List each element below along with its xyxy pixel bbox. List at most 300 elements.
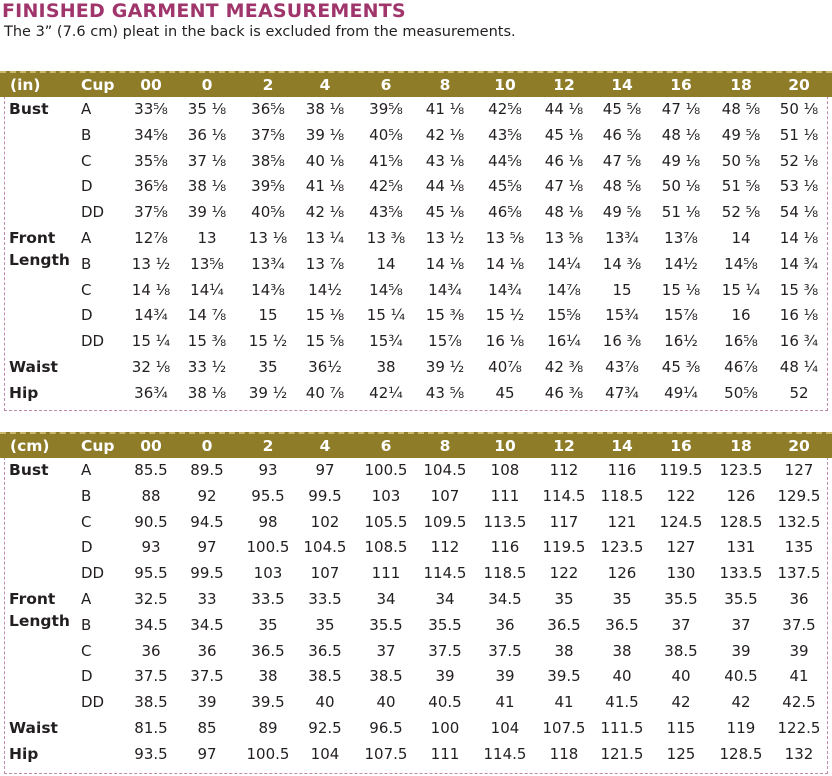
measurement-cell: 38 ⅛ [187, 177, 227, 196]
measurement-cell: 13 ⅝ [485, 229, 525, 247]
measurement-cell: 92 [197, 486, 217, 505]
cup-cell: C [81, 151, 92, 170]
measurement-cell: 39 ½ [425, 358, 465, 376]
measurement-cell: 14½ [308, 280, 342, 299]
measurement-cell: 15 ¼ [131, 332, 171, 351]
centimeters-table [0, 432, 832, 774]
measurement-cell: 48 ⅛ [661, 125, 701, 144]
measurement-cell: 14 ¾ [779, 254, 819, 273]
measurement-cell: 15 ½ [485, 306, 525, 325]
measurement-cell: 37.5 [428, 641, 462, 660]
row-label: Bust [9, 100, 49, 118]
row-label: Front [9, 590, 56, 608]
measurement-cell: 81.5 [134, 719, 168, 737]
measurement-cell: 50⅝ [724, 383, 758, 402]
measurement-cell: 15 ¼ [366, 306, 406, 325]
measurement-cell: 14½ [664, 254, 698, 273]
measurement-cell: 95.5 [251, 486, 285, 505]
measurement-cell: 12⅞ [134, 229, 168, 247]
measurement-cell: 15¾ [369, 332, 403, 351]
measurement-cell: 111 [371, 564, 401, 583]
measurement-cell: 36⅝ [134, 177, 168, 196]
size-header: 20 [788, 76, 810, 94]
size-header: 4 [319, 76, 331, 94]
measurement-cell: 127 [666, 538, 696, 557]
measurement-cell: 35 [554, 590, 574, 608]
measurement-cell: 50 ⅛ [779, 100, 819, 118]
measurement-cell: 35.5 [369, 615, 403, 634]
measurement-cell: 15 ⅜ [187, 332, 227, 351]
measurement-cell: 41 ⅛ [425, 100, 465, 118]
measurement-cell: 41 [554, 693, 574, 712]
measurement-cell: 135 [784, 538, 814, 557]
measurement-cell: 43⅝ [488, 125, 522, 144]
size-header: 14 [611, 76, 633, 94]
measurement-cell: 46⅝ [488, 203, 522, 222]
measurement-cell: 95.5 [134, 564, 168, 583]
measurement-cell: 96.5 [369, 719, 403, 737]
size-header: 18 [730, 76, 752, 94]
cup-cell: B [81, 486, 92, 505]
measurement-cell: 37 ⅛ [187, 151, 227, 170]
measurement-cell: 14¾ [134, 306, 168, 325]
measurement-cell: 52 [789, 383, 809, 402]
size-header: 0 [201, 437, 213, 455]
measurement-cell: 13¾ [251, 254, 285, 273]
measurement-cell: 108.5 [364, 538, 408, 557]
measurement-cell: 51 ⅝ [721, 177, 761, 196]
measurement-cell: 13⅞ [664, 229, 698, 247]
measurement-cell: 14⅝ [724, 254, 758, 273]
measurement-cell: 132.5 [777, 512, 821, 531]
measurement-cell: 121 [607, 512, 637, 531]
measurement-cell: 42 ⅜ [544, 358, 584, 376]
measurement-cell: 34.5 [134, 615, 168, 634]
measurement-cell: 37⅝ [134, 203, 168, 222]
measurement-cell: 116 [490, 538, 520, 557]
row-label: Hip [9, 383, 39, 402]
size-header: 16 [670, 437, 692, 455]
measurement-cell: 40.5 [428, 693, 462, 712]
measurement-cell: 107.5 [542, 719, 586, 737]
measurement-cell: 14¾ [488, 280, 522, 299]
cup-cell: DD [81, 564, 105, 583]
measurement-cell: 90.5 [134, 512, 168, 531]
measurement-cell: 131 [726, 538, 756, 557]
measurement-cell: 119.5 [659, 461, 703, 479]
measurement-cell: 38.5 [134, 693, 168, 712]
measurement-cell: 102 [310, 512, 340, 531]
measurement-cell: 46 ⅝ [602, 125, 642, 144]
measurement-cell: 39 ⅛ [305, 125, 345, 144]
measurement-cell: 37.5 [488, 641, 522, 660]
measurement-cell: 49 ⅛ [661, 151, 701, 170]
measurement-cell: 16 ⅛ [485, 332, 525, 351]
measurement-cell: 16 ¾ [779, 332, 819, 351]
measurement-cell: 13 ¼ [305, 229, 345, 247]
measurement-cell: 39 [495, 667, 515, 686]
measurement-cell: 97 [197, 744, 217, 763]
measurement-cell: 38 [612, 641, 632, 660]
measurement-cell: 41 [495, 693, 515, 712]
size-header: 4 [319, 437, 331, 455]
measurement-cell: 51 ⅛ [779, 125, 819, 144]
size-header: 18 [730, 437, 752, 455]
measurement-cell: 37 [671, 615, 691, 634]
measurement-cell: 116 [607, 461, 637, 479]
measurement-cell: 85 [197, 719, 217, 737]
row-label: Bust [9, 461, 49, 479]
measurement-cell: 15⅞ [664, 306, 698, 325]
size-header: 14 [611, 437, 633, 455]
measurement-cell: 46 ⅛ [544, 151, 584, 170]
measurement-cell: 49¼ [664, 383, 698, 402]
measurement-cell: 42⅝ [369, 177, 403, 196]
measurement-cell: 113.5 [483, 512, 527, 531]
measurement-cell: 35.5 [428, 615, 462, 634]
measurement-cell: 14 ⅞ [187, 306, 227, 325]
size-header: 2 [262, 76, 274, 94]
measurement-cell: 39.5 [251, 693, 285, 712]
measurement-cell: 39⅝ [251, 177, 285, 196]
measurement-cell: 39⅝ [369, 100, 403, 118]
measurement-cell: 119.5 [542, 538, 586, 557]
measurement-cell: 14⅝ [369, 280, 403, 299]
measurement-cell: 36.5 [308, 641, 342, 660]
measurement-cell: 16⅝ [724, 332, 758, 351]
measurement-cell: 48 ⅛ [544, 203, 584, 222]
measurement-cell: 38.5 [308, 667, 342, 686]
measurement-cell: 14⅜ [251, 280, 285, 299]
measurement-cell: 44 ⅛ [544, 100, 584, 118]
cup-cell: D [81, 667, 93, 686]
measurement-cell: 39 ⅛ [187, 203, 227, 222]
cup-cell: A [81, 229, 92, 247]
cup-cell: B [81, 254, 92, 273]
measurement-cell: 33⅝ [134, 100, 168, 118]
measurement-cell: 14⅞ [547, 280, 581, 299]
measurement-cell: 130 [666, 564, 696, 583]
measurement-cell: 40 [671, 667, 691, 686]
measurement-cell: 127 [784, 461, 814, 479]
measurement-cell: 48 ¼ [779, 358, 819, 376]
measurement-cell: 53 ⅛ [779, 177, 819, 196]
measurement-cell: 41.5 [605, 693, 639, 712]
measurement-cell: 118 [549, 744, 579, 763]
measurement-cell: 123.5 [719, 461, 763, 479]
measurement-cell: 47¾ [605, 383, 639, 402]
row-label: Waist [9, 358, 58, 376]
measurement-cell: 47 ⅝ [602, 151, 642, 170]
measurement-cell: 40⅝ [251, 203, 285, 222]
measurement-cell: 35 [258, 615, 278, 634]
measurement-cell: 124.5 [659, 512, 703, 531]
measurement-cell: 128.5 [719, 512, 763, 531]
measurement-cell: 35 [258, 358, 278, 376]
measurement-cell: 42⅝ [488, 100, 522, 118]
size-header: 12 [553, 437, 575, 455]
measurement-cell: 33 ½ [187, 358, 227, 376]
size-header: 8 [439, 437, 451, 455]
measurement-cell: 36 [495, 615, 515, 634]
cup-cell: DD [81, 693, 105, 712]
measurement-cell: 42.5 [782, 693, 816, 712]
cup-cell: A [81, 590, 92, 608]
measurement-cell: 14 ⅛ [131, 280, 171, 299]
measurement-cell: 48 ⅝ [721, 100, 761, 118]
measurement-cell: 88 [141, 486, 161, 505]
measurement-cell: 111 [490, 486, 520, 505]
measurement-cell: 107.5 [364, 744, 408, 763]
measurement-cell: 45 [495, 383, 515, 402]
measurement-cell: 99.5 [190, 564, 224, 583]
measurement-cell: 42 [731, 693, 751, 712]
measurement-cell: 42 ⅛ [305, 203, 345, 222]
measurement-cell: 13 ⅜ [366, 229, 406, 247]
measurement-cell: 40.5 [724, 667, 758, 686]
measurement-cell: 112 [549, 461, 579, 479]
measurement-cell: 89 [258, 719, 278, 737]
measurement-cell: 109.5 [423, 512, 467, 531]
measurement-cell: 54 ⅛ [779, 203, 819, 222]
cup-cell: C [81, 512, 92, 531]
measurement-cell: 37.5 [134, 667, 168, 686]
measurement-cell: 14 ⅛ [425, 254, 465, 273]
measurement-cell: 15 ⅜ [425, 306, 465, 325]
measurement-cell: 47 ⅛ [544, 177, 584, 196]
measurement-cell: 48 ⅝ [602, 177, 642, 196]
measurement-cell: 14 ⅜ [602, 254, 642, 273]
measurement-cell: 15 ½ [248, 332, 288, 351]
measurement-cell: 37.5 [782, 615, 816, 634]
measurement-cell: 128.5 [719, 744, 763, 763]
measurement-cell: 103 [253, 564, 283, 583]
measurement-cell: 34 [435, 590, 455, 608]
measurement-cell: 100.5 [246, 538, 290, 557]
measurement-cell: 36.5 [605, 615, 639, 634]
measurement-cell: 119 [726, 719, 756, 737]
measurement-cell: 41 [789, 667, 809, 686]
measurement-cell: 34.5 [488, 590, 522, 608]
measurement-cell: 46 ⅜ [544, 383, 584, 402]
measurement-cell: 46⅞ [724, 358, 758, 376]
measurement-cell: 100.5 [246, 744, 290, 763]
measurement-cell: 118.5 [600, 486, 644, 505]
size-header: 10 [494, 76, 516, 94]
measurement-cell: 45 ⅛ [544, 125, 584, 144]
measurement-cell: 37 [376, 641, 396, 660]
size-header: 00 [140, 76, 162, 94]
size-header: 20 [788, 437, 810, 455]
measurement-cell: 15 ⅛ [661, 280, 701, 299]
measurement-cell: 111 [430, 744, 460, 763]
page-title: FINISHED GARMENT MEASUREMENTS [2, 0, 406, 22]
measurement-cell: 100 [430, 719, 460, 737]
size-header: 8 [439, 76, 451, 94]
measurement-cell: 15 ⅛ [305, 306, 345, 325]
measurement-cell: 40 [315, 693, 335, 712]
measurement-cell: 39 [435, 667, 455, 686]
measurement-cell: 38 [258, 667, 278, 686]
measurement-cell: 44⅝ [488, 151, 522, 170]
measurement-cell: 40 [376, 693, 396, 712]
measurement-cell: 36 [789, 590, 809, 608]
measurement-cell: 137.5 [777, 564, 821, 583]
measurement-cell: 108 [490, 461, 520, 479]
cup-cell: C [81, 280, 92, 299]
measurement-cell: 133.5 [719, 564, 763, 583]
measurement-cell: 15¾ [605, 306, 639, 325]
measurement-cell: 37.5 [190, 667, 224, 686]
measurement-cell: 125 [666, 744, 696, 763]
measurement-cell: 104.5 [423, 461, 467, 479]
measurement-cell: 105.5 [364, 512, 408, 531]
measurement-cell: 36½ [308, 358, 342, 376]
cup-header: Cup [81, 76, 115, 94]
measurement-cell: 51 ⅛ [661, 203, 701, 222]
measurement-cell: 13 ⅞ [305, 254, 345, 273]
measurement-cell: 14 ⅛ [485, 254, 525, 273]
measurement-cell: 45⅝ [488, 177, 522, 196]
unit-label: (cm) [10, 437, 50, 455]
measurement-cell: 118.5 [483, 564, 527, 583]
cup-cell: C [81, 641, 92, 660]
measurement-cell: 123.5 [600, 538, 644, 557]
measurement-cell: 100.5 [364, 461, 408, 479]
measurement-cell: 36 ⅛ [187, 125, 227, 144]
measurement-cell: 42¼ [369, 383, 403, 402]
row-label: Waist [9, 719, 58, 737]
measurement-cell: 15⅞ [428, 332, 462, 351]
measurement-cell: 13⅝ [190, 254, 224, 273]
size-header: 12 [553, 76, 575, 94]
measurement-cell: 33.5 [308, 590, 342, 608]
measurement-cell: 13 ½ [425, 229, 465, 247]
measurement-cell: 44 ⅛ [425, 177, 465, 196]
measurement-cell: 13 ⅝ [544, 229, 584, 247]
measurement-cell: 35 [315, 615, 335, 634]
measurement-cell: 93 [141, 538, 161, 557]
measurement-cell: 89.5 [190, 461, 224, 479]
measurement-cell: 121.5 [600, 744, 644, 763]
measurement-cell: 33.5 [251, 590, 285, 608]
measurement-cell: 117 [549, 512, 579, 531]
measurement-cell: 122.5 [777, 719, 821, 737]
measurement-cell: 15 ⅝ [305, 332, 345, 351]
measurement-cell: 36 [197, 641, 217, 660]
measurement-cell: 34⅝ [134, 125, 168, 144]
row-label: Length [9, 250, 70, 269]
measurement-cell: 126 [726, 486, 756, 505]
measurement-cell: 45 ⅝ [602, 100, 642, 118]
measurement-cell: 97 [315, 461, 335, 479]
measurement-cell: 15 ⅜ [779, 280, 819, 299]
measurement-cell: 13 ⅛ [248, 229, 288, 247]
measurement-cell: 39 [789, 641, 809, 660]
measurement-cell: 40 ⅞ [305, 383, 345, 402]
measurement-cell: 107 [430, 486, 460, 505]
measurement-cell: 40 ⅛ [305, 151, 345, 170]
measurement-cell: 112 [430, 538, 460, 557]
measurement-cell: 114.5 [423, 564, 467, 583]
size-header: 10 [494, 437, 516, 455]
measurement-cell: 16½ [664, 332, 698, 351]
measurement-cell: 50 ⅝ [721, 151, 761, 170]
row-label: Front [9, 229, 56, 247]
table-header [0, 71, 832, 97]
measurement-cell: 40 [612, 667, 632, 686]
measurement-cell: 122 [549, 564, 579, 583]
measurement-cell: 39.5 [547, 667, 581, 686]
measurement-cell: 36.5 [251, 641, 285, 660]
measurement-cell: 38 [554, 641, 574, 660]
measurement-cell: 93 [258, 461, 278, 479]
measurement-cell: 114.5 [542, 486, 586, 505]
measurement-cell: 115 [666, 719, 696, 737]
row-label: Hip [9, 744, 39, 763]
measurement-cell: 16 [731, 306, 751, 325]
measurement-cell: 47 ⅛ [661, 100, 701, 118]
measurement-cell: 111.5 [600, 719, 644, 737]
cup-cell: B [81, 125, 92, 144]
measurement-cell: 35⅝ [134, 151, 168, 170]
measurement-cell: 14 ⅛ [779, 229, 819, 247]
measurement-cell: 50 ⅛ [661, 177, 701, 196]
measurement-cell: 14¼ [190, 280, 224, 299]
unit-label: (in) [10, 76, 41, 94]
measurement-cell: 14 [376, 254, 396, 273]
measurement-cell: 122 [666, 486, 696, 505]
measurement-cell: 129.5 [777, 486, 821, 505]
page-subtitle: The 3” (7.6 cm) pleat in the back is excluded from the measurements. [4, 24, 516, 40]
size-header: 0 [201, 76, 213, 94]
measurement-cell: 14¾ [428, 280, 462, 299]
measurement-cell: 37 [731, 615, 751, 634]
measurement-cell: 49 ⅝ [602, 203, 642, 222]
measurement-cell: 40⅝ [369, 125, 403, 144]
measurement-cell: 38 [376, 358, 396, 376]
size-header: 6 [380, 76, 392, 94]
cup-cell: D [81, 306, 93, 325]
measurement-cell: 107 [310, 564, 340, 583]
measurement-cell: 13 ½ [131, 254, 171, 273]
measurement-cell: 13 [197, 229, 217, 247]
measurement-cell: 13¾ [605, 229, 639, 247]
measurement-cell: 15 [612, 280, 632, 299]
measurement-cell: 36 [141, 641, 161, 660]
cup-header: Cup [81, 437, 115, 455]
measurement-cell: 35.5 [664, 590, 698, 608]
measurement-cell: 32 ⅛ [131, 358, 171, 376]
measurement-cell: 14¼ [547, 254, 581, 273]
measurement-cell: 35.5 [724, 590, 758, 608]
measurement-cell: 34.5 [190, 615, 224, 634]
measurement-cell: 132 [784, 744, 814, 763]
table-header [0, 432, 832, 458]
cup-cell: B [81, 615, 92, 634]
measurement-cell: 38.5 [664, 641, 698, 660]
measurement-cell: 32.5 [134, 590, 168, 608]
size-header: 00 [140, 437, 162, 455]
cup-cell: DD [81, 203, 105, 222]
measurement-cell: 37⅝ [251, 125, 285, 144]
row-label: Length [9, 611, 70, 630]
measurement-cell: 38 ⅛ [305, 100, 345, 118]
cup-cell: D [81, 177, 93, 196]
measurement-cell: 41 ⅛ [305, 177, 345, 196]
measurement-cell: 43⅞ [605, 358, 639, 376]
measurement-cell: 104 [310, 744, 340, 763]
